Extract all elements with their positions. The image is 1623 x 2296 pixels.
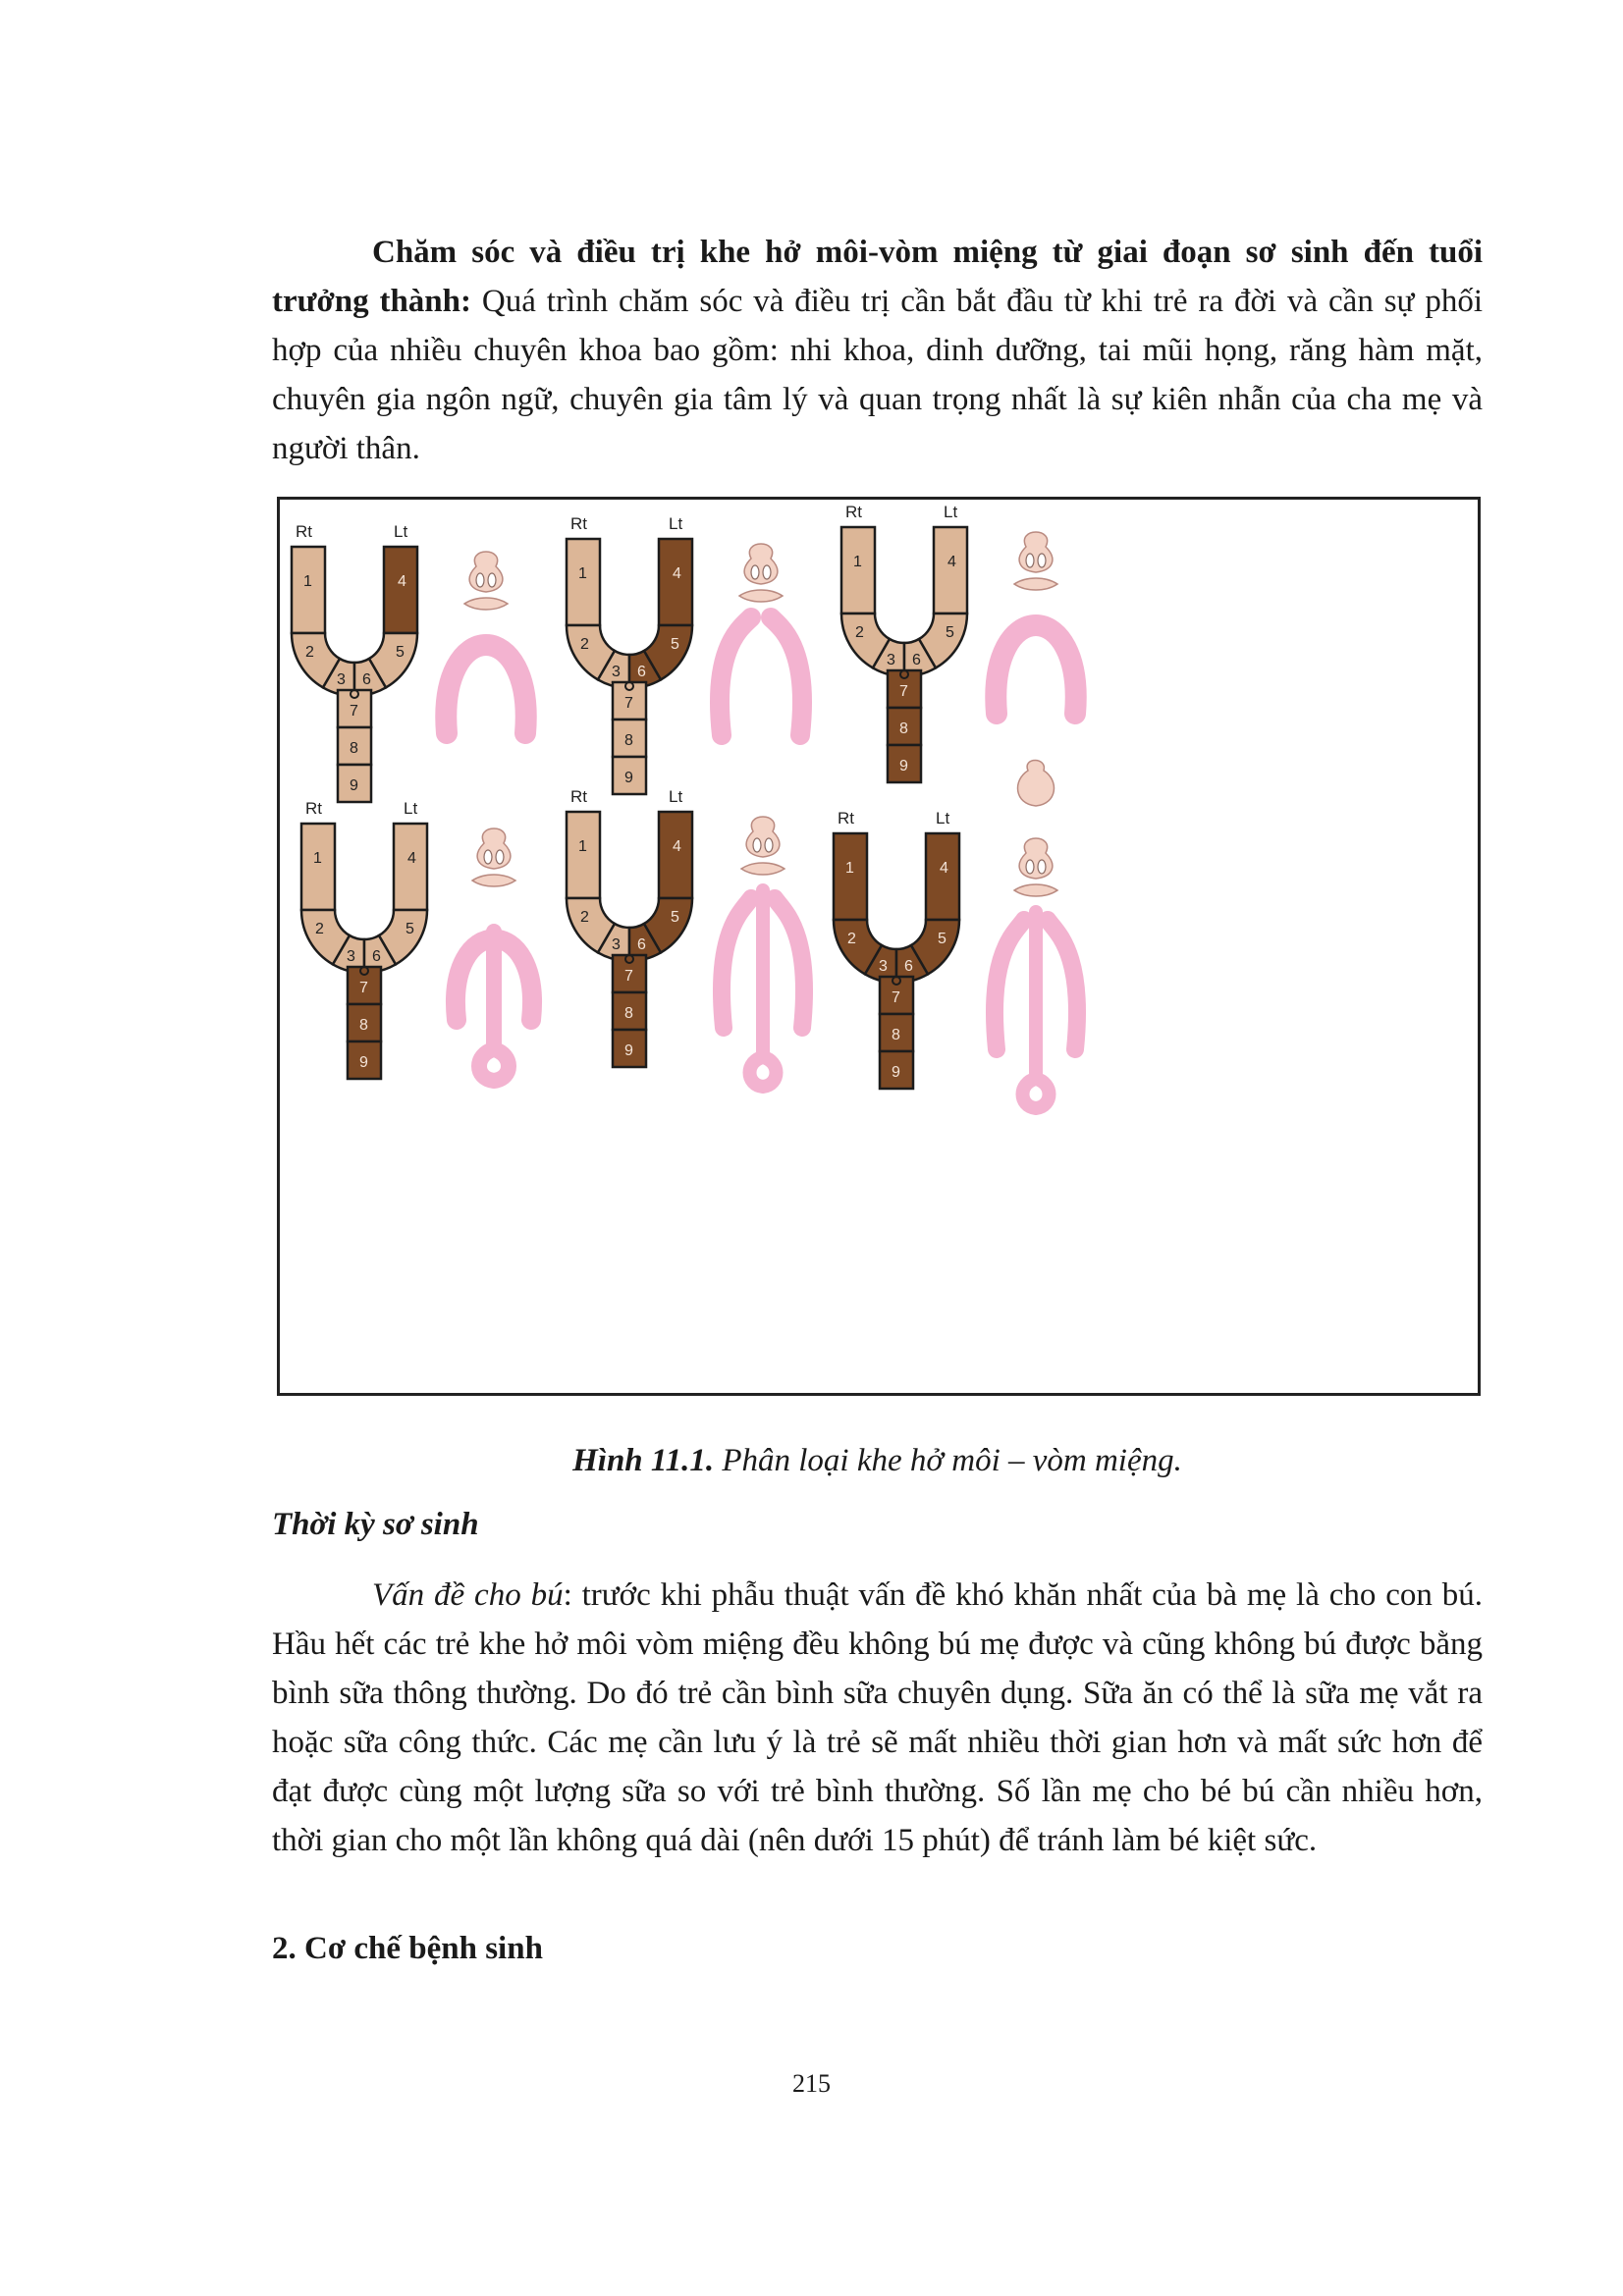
lip-shape — [1014, 884, 1057, 896]
anatomy-sketch — [720, 544, 802, 735]
segment-number-3: 3 — [612, 664, 621, 680]
palate-arch-right — [771, 617, 802, 735]
y-diagram — [834, 809, 1077, 1108]
figure-caption — [272, 1436, 1483, 1485]
segment-number-7: 7 — [350, 703, 358, 720]
nose-shape — [469, 552, 503, 592]
segment-number-8: 8 — [624, 732, 633, 749]
label-lt: Lt — [394, 522, 408, 541]
segment-number-4: 4 — [398, 573, 406, 590]
nose-shape — [1019, 838, 1053, 879]
segment-number-3: 3 — [887, 652, 895, 668]
palate-arch-left — [722, 898, 751, 1028]
label-lt: Lt — [669, 787, 683, 806]
vomer — [479, 932, 509, 1081]
nostril — [1026, 554, 1034, 567]
nose-shape — [1019, 532, 1053, 572]
segment-number-3: 3 — [612, 936, 621, 953]
palate-arch-right — [775, 898, 804, 1028]
label-rt: Rt — [296, 522, 312, 541]
segment-number-1: 1 — [578, 565, 587, 582]
newborn-lead: Vấn đề cho bú — [372, 1577, 564, 1613]
anatomy-sketch — [456, 828, 532, 1081]
y-diagram — [841, 503, 1076, 782]
segment-number-7: 7 — [899, 683, 908, 700]
intro-bold-lead: Chăm sóc và điều trị khe hở môi-vòm miệng từ giai đoạn sơ sinh đến tuổi trưởng thành: — [272, 235, 1483, 319]
segment-1 — [841, 527, 875, 614]
y-diagram — [567, 514, 802, 794]
nose-shape — [744, 544, 778, 584]
segment-number-2: 2 — [580, 636, 589, 653]
page-number: 215 — [792, 2069, 831, 2098]
lip-shape — [472, 875, 515, 886]
segment-number-6: 6 — [637, 664, 646, 680]
segment-number-9: 9 — [624, 770, 633, 786]
segment-4 — [934, 527, 967, 614]
segment-number-5: 5 — [406, 921, 414, 937]
nostril — [753, 838, 761, 852]
segment-4 — [659, 812, 692, 898]
palate-arch-left — [995, 920, 1024, 1049]
lip-shape — [739, 590, 783, 602]
figure-canvas — [280, 500, 1478, 1393]
premaxilla-sketch — [1018, 761, 1055, 807]
segment-number-6: 6 — [912, 652, 921, 668]
anatomy-sketch — [995, 838, 1077, 1108]
segment-number-4: 4 — [940, 860, 948, 877]
label-rt: Rt — [838, 809, 854, 828]
anatomy-sketch — [996, 532, 1075, 714]
label-rt: Rt — [570, 514, 587, 533]
segment-number-7: 7 — [359, 980, 368, 996]
segment-number-1: 1 — [853, 554, 862, 570]
newborn-paragraph — [272, 1571, 1483, 1865]
palate-arch-right — [1048, 920, 1077, 1049]
nostril — [1038, 554, 1046, 567]
segment-number-8: 8 — [899, 721, 908, 737]
caption-label: Hình 11.1. — [572, 1443, 715, 1478]
nostril — [765, 838, 773, 852]
segment-number-1: 1 — [578, 838, 587, 855]
segment-number-6: 6 — [362, 671, 371, 688]
nostril — [476, 573, 484, 587]
segment-number-3: 3 — [879, 958, 888, 975]
segment-number-2: 2 — [305, 644, 314, 661]
vomer — [750, 890, 777, 1087]
segment-number-5: 5 — [946, 624, 954, 641]
segment-number-2: 2 — [315, 921, 324, 937]
caption-text: Phân loại khe hở môi – vòm miệng. — [714, 1443, 1182, 1478]
intro-text: Quá trình chăm sóc và điều trị cần bắt đầu từ khi trẻ ra đời và cần sự phối hợp của nhiều chuyên khoa bao gồm: nhi khoa, dinh dưỡng, tai mũi họng, răng hàm mặt, chuyên gia ngôn ngữ, chuyên gia tâm lý và quan trọng nhất là sự kiên nhẫn của cha mẹ và người thân. — [272, 284, 1484, 466]
segment-number-1: 1 — [313, 850, 322, 867]
label-lt: Lt — [404, 799, 418, 818]
nostril — [488, 573, 496, 587]
segment-1 — [567, 812, 600, 898]
nose-shape — [746, 817, 780, 857]
segment-number-2: 2 — [847, 931, 856, 947]
palate-arch — [446, 645, 525, 733]
segment-number-6: 6 — [904, 958, 913, 975]
label-lt: Lt — [944, 503, 958, 521]
anatomy-sketch — [446, 552, 525, 733]
intro-paragraph — [272, 228, 1483, 473]
premaxilla-shape — [1018, 761, 1055, 807]
segment-number-5: 5 — [938, 931, 947, 947]
segment-number-1: 1 — [303, 573, 312, 590]
nostril — [751, 565, 759, 579]
segment-number-9: 9 — [624, 1042, 633, 1059]
segment-number-7: 7 — [892, 989, 900, 1006]
segment-1 — [834, 833, 867, 920]
segment-4 — [384, 547, 417, 633]
segment-number-8: 8 — [350, 740, 358, 757]
anatomy-sketch — [722, 817, 804, 1087]
segment-number-9: 9 — [899, 758, 908, 774]
newborn-text: : trước khi phẫu thuật vấn đề khó khăn nhất của bà mẹ là cho con bú. Hầu hết các trẻ khe hở môi vòm miệng đều không bú mẹ được và cũng không bú được bằng bình sữa thông thường. Do đó trẻ cần bình sữa chuyên dụng. Sữa ăn có thể là sữa mẹ vắt ra hoặc sữa công thức. Các mẹ cần lưu ý là trẻ sẽ mất nhiều thời gian hơn và mất sức hơn để đạt được cùng một lượng sữa so với trẻ bình thường. Số lần mẹ cho bé bú cần nhiều hơn, thời gian cho một lần không quá dài (nên dưới 15 phút) để tránh làm bé kiệt sức. — [272, 1577, 1484, 1858]
segment-number-8: 8 — [624, 1005, 633, 1022]
palate-arch — [996, 625, 1075, 714]
segment-number-5: 5 — [671, 909, 679, 926]
segment-4 — [394, 824, 427, 910]
segment-number-4: 4 — [673, 838, 681, 855]
segment-number-2: 2 — [580, 909, 589, 926]
segment-number-3: 3 — [337, 671, 346, 688]
segment-number-9: 9 — [359, 1054, 368, 1071]
nostril — [763, 565, 771, 579]
segment-number-8: 8 — [359, 1017, 368, 1034]
segment-1 — [301, 824, 335, 910]
segment-number-6: 6 — [372, 948, 381, 965]
label-lt: Lt — [669, 514, 683, 533]
segment-number-9: 9 — [892, 1064, 900, 1081]
y-diagram — [301, 799, 532, 1081]
segment-4 — [659, 539, 692, 625]
cleft-classification-figure — [277, 497, 1481, 1396]
segment-number-9: 9 — [350, 777, 358, 794]
vomer — [1023, 912, 1050, 1108]
label-rt: Rt — [570, 787, 587, 806]
y-diagram — [567, 787, 804, 1087]
segment-1 — [292, 547, 325, 633]
section-newborn-heading: Thời kỳ sơ sinh — [272, 1507, 479, 1542]
label-rt: Rt — [845, 503, 862, 521]
segment-4 — [926, 833, 959, 920]
nostril — [496, 850, 504, 864]
segment-1 — [567, 539, 600, 625]
lip-shape — [1014, 578, 1057, 590]
segment-number-4: 4 — [673, 565, 681, 582]
segment-number-5: 5 — [396, 644, 405, 661]
segment-number-3: 3 — [347, 948, 355, 965]
segment-number-7: 7 — [624, 968, 633, 985]
nostril — [484, 850, 492, 864]
lip-shape — [464, 598, 508, 610]
segment-number-4: 4 — [407, 850, 416, 867]
nose-shape — [477, 828, 511, 869]
segment-number-2: 2 — [855, 624, 864, 641]
label-rt: Rt — [305, 799, 322, 818]
segment-number-4: 4 — [947, 554, 956, 570]
label-lt: Lt — [936, 809, 950, 828]
segment-number-7: 7 — [624, 695, 633, 712]
palate-arch-left — [720, 617, 751, 735]
segment-number-5: 5 — [671, 636, 679, 653]
nostril — [1038, 860, 1046, 874]
lip-shape — [741, 863, 784, 875]
segment-number-8: 8 — [892, 1027, 900, 1043]
segment-number-6: 6 — [637, 936, 646, 953]
section-2-heading: 2. Cơ chế bệnh sinh — [272, 1931, 543, 1966]
y-diagram — [292, 522, 526, 802]
segment-number-1: 1 — [845, 860, 854, 877]
nostril — [1026, 860, 1034, 874]
